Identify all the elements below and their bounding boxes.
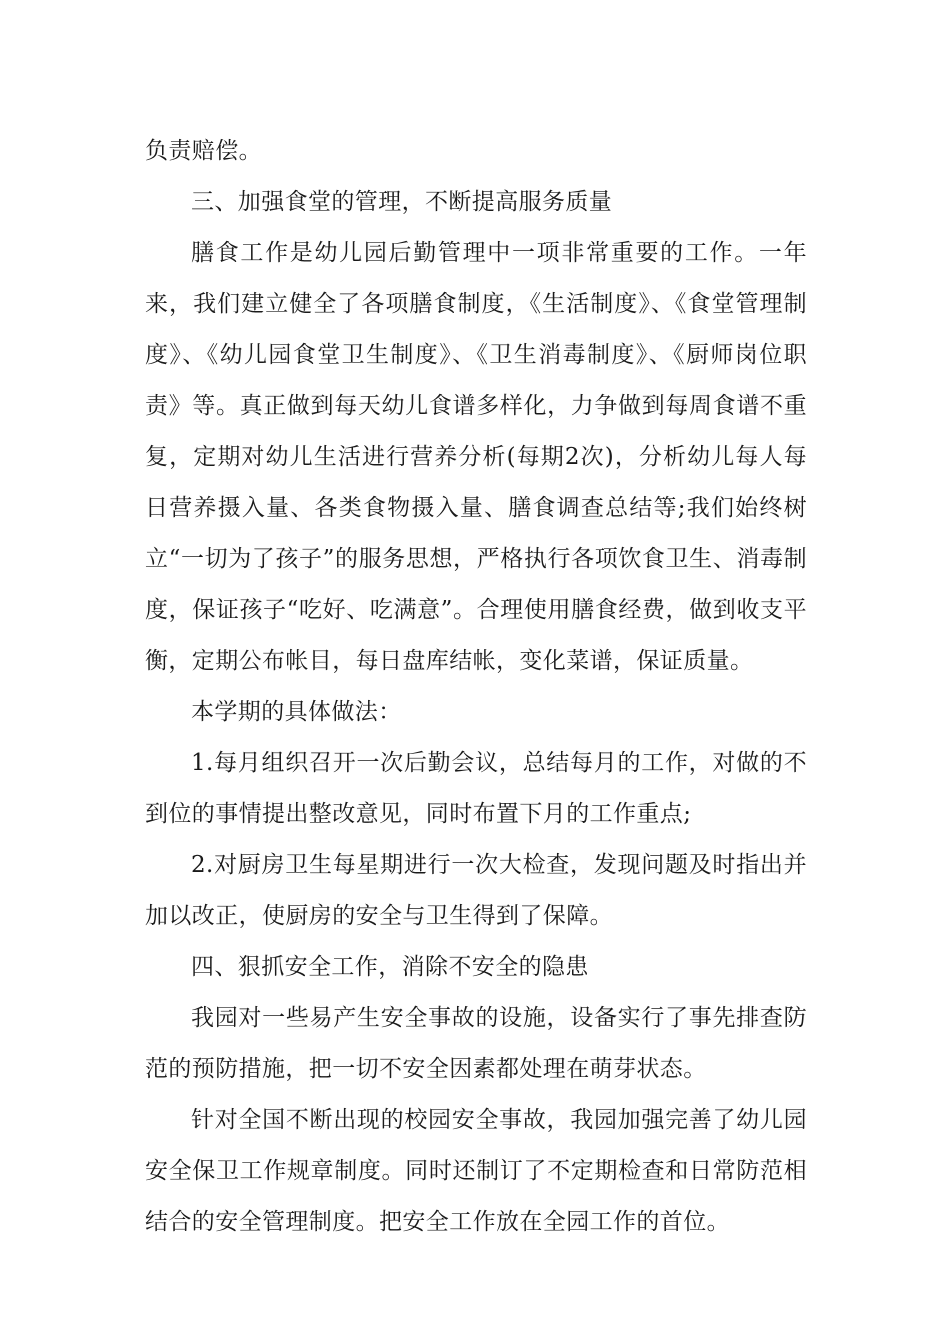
paragraph-canteen-management: 膳食工作是幼儿园后勤管理中一项非常重要的工作。一年来，我们建立健全了各项膳食制度，《生活制度》、《食堂管理制度》、《幼儿园食堂卫生制度》、《卫生消毒制度》、《厨师岗位职责》等。真正做到每天幼儿食谱多样化，力争做到每周食谱不重复，定期对幼儿生活进行营养分析(每期2次)，分析幼儿每人每日营养摄入量、各类食物摄入量、膳食调查总结等;我们始终树立“一切为了孩子”的服务思想，严格执行各项饮食卫生、消毒制度，保证孩子“吃好、吃满意”。合理使用膳食经费，做到收支平衡，定期公布帐目，每日盘库结帐，变化菜谱，保证质量。 bbox=[145, 240, 807, 674]
document-body bbox=[145, 126, 807, 1248]
list-item-2: 2.对厨房卫生每星期进行一次大检查，发现问题及时指出并加以改正，使厨房的安全与卫生得到了保障。 bbox=[145, 852, 807, 929]
paragraph-continuation: 负责赔偿。 bbox=[145, 138, 262, 164]
section-heading-3: 三、加强食堂的管理，不断提高服务质量 bbox=[191, 189, 613, 215]
paragraph-semester-methods: 本学期的具体做法： bbox=[191, 699, 402, 725]
paragraph-safety-facilities: 我园对一些易产生安全事故的设施，设备实行了事先排查防范的预防措施，把一切不安全因素都处理在萌芽状态。 bbox=[145, 1005, 807, 1082]
section-heading-4: 四、狠抓安全工作，消除不安全的隐患 bbox=[191, 954, 589, 980]
paragraph-safety-rules: 针对全国不断出现的校园安全事故，我园加强完善了幼儿园安全保卫工作规章制度。同时还制订了不定期检查和日常防范相结合的安全管理制度。把安全工作放在全园工作的首位。 bbox=[145, 1107, 807, 1235]
list-item-1: 1.每月组织召开一次后勤会议，总结每月的工作，对做的不到位的事情提出整改意见，同时布置下月的工作重点; bbox=[145, 750, 807, 827]
